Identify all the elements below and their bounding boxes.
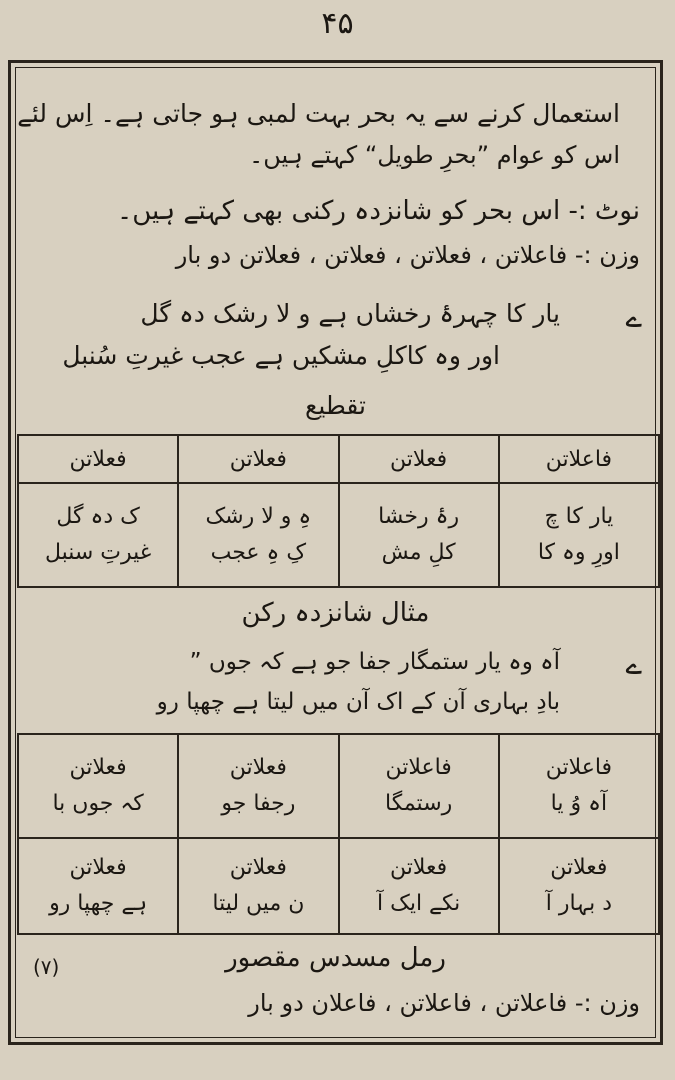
table2-meter: فعلاتن: [229, 855, 287, 880]
table2-cell: [178, 838, 338, 934]
verse-marker-2: ے: [625, 648, 642, 681]
table1-cell-line: ک دہ گل: [56, 504, 140, 529]
table1-header-cell: فعلاتن: [178, 435, 338, 483]
table1-header-cell: فاعلاتن: [499, 435, 659, 483]
taqti-table-2: [17, 733, 660, 935]
wazn-line: وزن :- فاعلاتن ، فعلاتن ، فعلاتن ، فعلاتن دو بار: [175, 241, 640, 269]
table1-header-cell: فعلاتن: [18, 435, 178, 483]
table1-cell: [339, 483, 499, 587]
verse1-line-1: یار کا چہرۂ رخشاں ہے و لا رشک دہ گل: [140, 299, 560, 328]
table2-meter: فعلاتن: [229, 755, 287, 780]
table2-text: رجفا جو: [221, 791, 296, 816]
table1-cell-line: یار کا چ: [544, 504, 614, 529]
table1-body-row: [18, 483, 659, 587]
table2-cell: [499, 734, 659, 838]
intro-line-1: استعمال کرنے سے یہ بحر بہت لمبی ہو جاتی ہے۔ اِس لئے: [17, 99, 620, 128]
table2-text: ن میں لیتا: [212, 891, 305, 916]
table1-cell: [499, 483, 659, 587]
note-line: نوٹ :- اس بحر کو شانزدہ رکنی بھی کہتے ہیں۔: [116, 196, 640, 226]
page-number: ۴۵: [321, 6, 354, 41]
table2-meter: فاعلاتن: [545, 755, 613, 780]
table1-cell: [18, 483, 178, 587]
verse2-line-1: آہ وہ یار ستمگار جفا جو ہے کہ جوں ”: [189, 649, 560, 675]
table2-meter: فعلاتن: [69, 755, 127, 780]
table2-row: [18, 838, 659, 934]
table2-text: نکے ایک آ: [377, 891, 461, 916]
table2-cell: [178, 734, 338, 838]
table2-cell: [18, 734, 178, 838]
table1-cell-line: کلِ مش: [381, 540, 456, 565]
section-number: (۷): [33, 955, 60, 979]
table2-meter: فعلاتن: [69, 855, 127, 880]
verse1-line-2: اور وہ کاکلِ مشکیں ہے عجب غیرتِ سُنبل: [62, 341, 500, 370]
table2-text: کہ جوں با: [52, 791, 144, 816]
table2-meter: فعلاتن: [390, 855, 448, 880]
verse-marker-1: ے: [625, 301, 642, 334]
table1-cell: [178, 483, 338, 587]
example-heading: مثال شانزدہ رکن: [241, 598, 430, 628]
table1-header-row: [18, 435, 659, 483]
table2-meter: فعلاتن: [550, 855, 608, 880]
section-title: رمل مسدس مقصور: [225, 943, 446, 973]
table2-cell: [499, 838, 659, 934]
table1-cell-line: غیرتِ سنبل: [44, 540, 152, 565]
table2-cell: [339, 734, 499, 838]
table2-text: ہے چھپا رو: [49, 891, 148, 916]
page-frame: [8, 60, 663, 1045]
section-wazn: وزن :- فاعلاتن ، فاعلاتن ، فاعلان دو بار: [248, 989, 640, 1017]
table1-header-cell: فعلاتن: [339, 435, 499, 483]
taqti-table-1: [17, 434, 660, 588]
table1-cell-line: کِ ہِ عجب: [210, 540, 307, 565]
table2-row: [18, 734, 659, 838]
table2-cell: [339, 838, 499, 934]
verse2-line-2: بادِ بہاری آن کے اک آن میں لیتا ہے چھپا رو: [156, 689, 560, 715]
taqti-heading: تقطیع: [305, 391, 366, 420]
table2-text: آہ وُ یا: [550, 791, 608, 816]
table2-cell: [18, 838, 178, 934]
table2-meter: فاعلاتن: [385, 755, 452, 780]
table1-cell-line: ہِ و لا رشک: [205, 504, 312, 529]
table2-text: رستمگا: [384, 791, 453, 816]
table1-cell-line: رۂ رخشا: [378, 504, 460, 529]
table1-cell-line: اورِ وہ کا: [537, 540, 620, 565]
intro-line-2: اس کو عوام ”بحرِ طویل“ کہتے ہیں۔: [249, 141, 620, 169]
table2-text: د بہار آ: [545, 891, 612, 916]
